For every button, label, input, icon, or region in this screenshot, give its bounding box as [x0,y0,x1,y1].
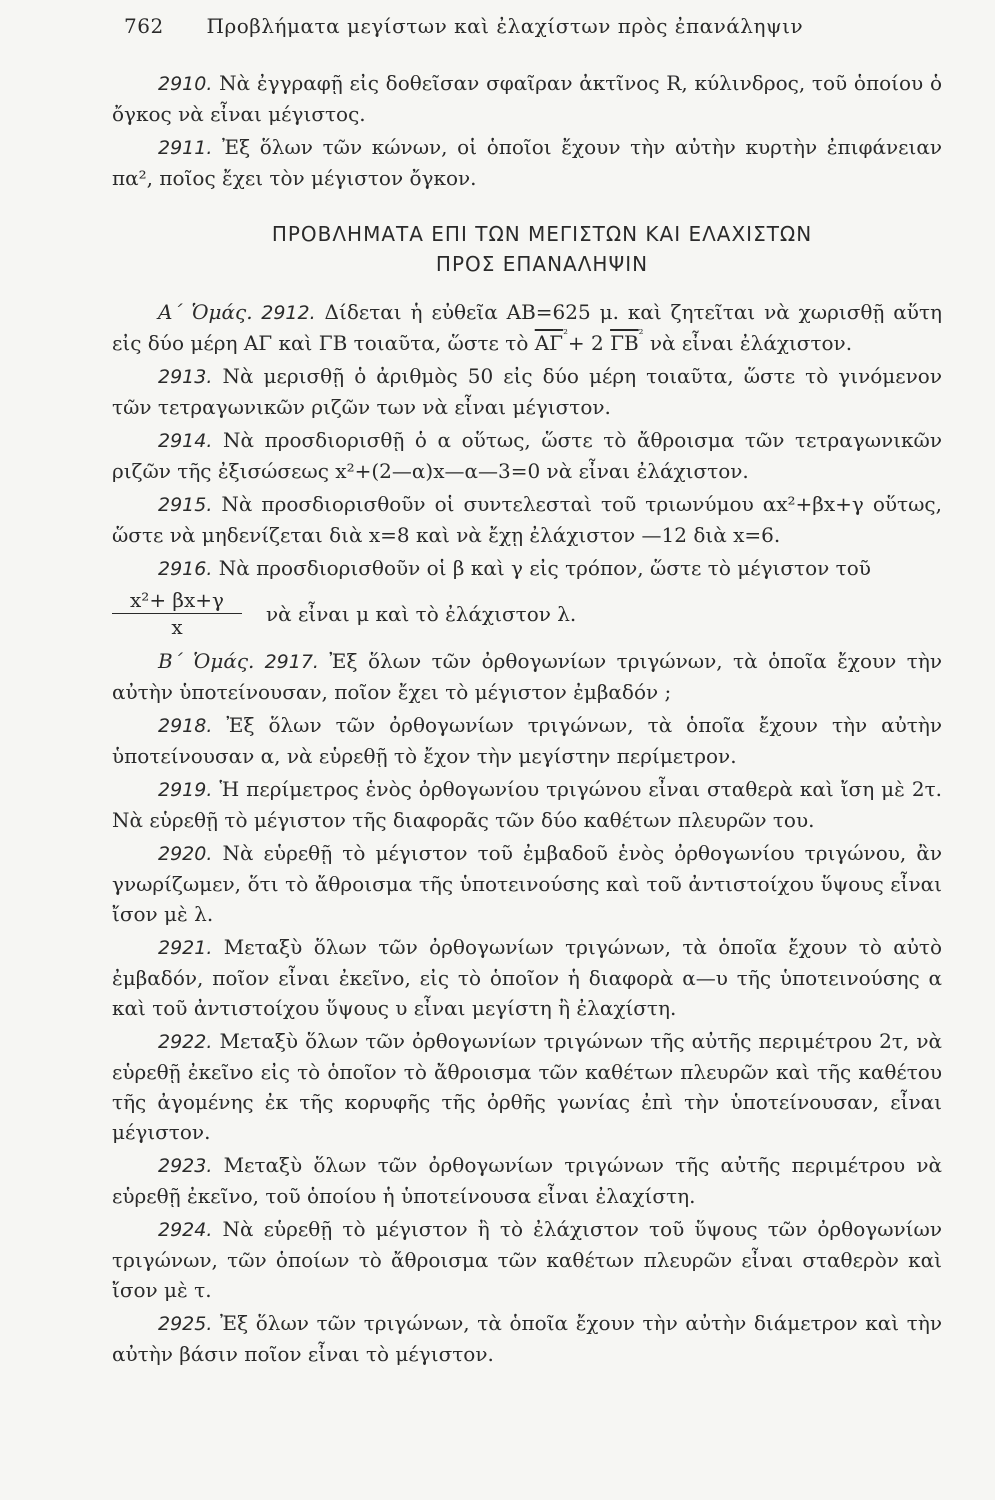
problem-2918 [112,710,942,771]
problem-number: 2917. [254,651,319,673]
problem-number: 2925. [158,1313,213,1335]
superscript: ² [563,327,568,341]
group-label: Β΄ Ὁμάς. [158,649,255,673]
problem-2922 [112,1026,942,1147]
section-heading-line1: ΠΡΟΒΛΗΜΑΤΑ ΕΠΙ ΤΩΝ ΜΕΓΙΣΤΩΝ ΚΑΙ ΕΛΑΧΙΣΤΩΝ [271,222,813,246]
problem-text: Νὰ προσδιορισθοῦν οἱ συντελεσταὶ τοῦ τριωνύμου αx²+βx+γ οὕτως, ὥστε νὰ μηδενίζεται διὰ x=8 καὶ νὰ ἔχῃ ἐλάχιστον —12 διὰ x=6. [112,492,942,547]
fraction [112,587,242,640]
problem-2925 [112,1308,942,1369]
problem-2913 [112,361,942,422]
page-body [112,68,942,1372]
running-title: Προβλήματα μεγίστων καὶ ἐλαχίστων πρὸς ἐπανάληψιν [206,14,804,38]
problem-number: 2911. [158,137,213,159]
problem-number: 2919. [158,779,213,801]
problem-number: 2923. [158,1155,213,1177]
group-label: Α΄ Ὁμάς. [158,300,253,324]
page-number: 762 [124,14,164,38]
problem-2914 [112,425,942,486]
problem-2916 [112,553,942,584]
problem-text: Μεταξὺ ὅλων τῶν ὀρθογωνίων τριγώνων, τὰ ὁποῖα ἔχουν τὸ αὐτὸ ἐμβαδόν, ποῖον εἶναι ἐκεῖνο, εἰς τὸ ὁποῖον ἡ διαφορὰ α—υ τῆς ὑποτεινούσης α καὶ τοῦ ἀντιστοίχου ὕψους υ εἶναι μεγίστη ἢ ἐλαχίστη. [112,935,942,1020]
fraction-numerator: x²+ βx+γ [112,587,242,614]
segment-ag: $\overline{A\Gamma}$ [534,331,564,355]
problem-2915 [112,489,942,550]
problem-number: 2920. [158,843,213,865]
problem-number: 2924. [158,1219,213,1241]
problem-2920 [112,838,942,929]
problem-text-end: νὰ εἶναι ἐλάχιστον. [643,331,853,355]
section-heading [142,219,942,279]
problem-2912 [112,297,942,358]
fraction-denominator: x [171,615,183,639]
problem-number: 2913. [158,366,213,388]
problem-text: Ἐξ ὅλων τῶν κώνων, οἱ ὁποῖοι ἔχουν τὴν αὐτὴν κυρτὴν ἐπιφάνειαν πα², ποῖος ἔχει τὸν μέγιστον ὄγκον. [112,135,942,190]
problem-number: 2916. [158,558,213,580]
problem-number: 2914. [158,430,213,452]
problem-2910 [112,68,942,129]
problem-number: 2915. [158,494,213,516]
problem-number: 2922. [158,1031,213,1053]
segment-gb: $\overline{\Gamma B}$ [610,331,639,355]
problem-text: Μεταξὺ ὅλων τῶν ὀρθογωνίων τριγώνων τῆς αὐτῆς περιμέτρου 2τ, νὰ εὑρεθῇ ἐκεῖνο εἰς τὸ ὁποῖον τὸ ἄθροισμα τῶν καθέτων πλευρῶν καὶ τῆς καθέτου τῆς ἀγομένης ἐκ τῆς κορυφῆς τῆς ὀρθῆς γωνίας ἐπὶ τὴν ὑποτείνουσαν, εἶναι μέγιστον. [112,1029,942,1144]
problem-2919 [112,774,942,835]
problem-2924 [112,1214,942,1305]
problem-2921 [112,932,942,1023]
problem-text: Νὰ ἐγγραφῇ εἰς δοθεῖσαν σφαῖραν ἀκτῖνος R, κύλινδρος, τοῦ ὁποίου ὁ ὄγκος νὰ εἶναι μέγιστος. [112,71,942,126]
problem-text: Νὰ προσδιορισθῇ ὁ α οὕτως, ὥστε τὸ ἄθροισμα τῶν τετραγωνικῶν ριζῶν τῆς ἐξισώσεως x²+(2—α)x—α—3=0 νὰ εἶναι ἐλάχιστον. [112,428,942,483]
problem-number: 2912. [252,302,316,324]
problem-2917 [112,646,942,707]
problem-text: Νὰ μερισθῇ ὁ ἀριθμὸς 50 εἰς δύο μέρη τοιαῦτα, ὥστε τὸ γινόμενον τῶν τετραγωνικῶν ριζῶν των νὰ εἶναι μέγιστον. [112,364,942,419]
section-heading-line2: ΠΡΟΣ ΕΠΑΝΑΛΗΨΙΝ [435,252,649,276]
fraction-line [112,587,942,640]
problem-text: Ἡ περίμετρος ἑνὸς ὀρθογωνίου τριγώνου εἶναι σταθερὰ καὶ ἴση μὲ 2τ. Νὰ εὑρεθῇ τὸ μέγιστον τῆς διαφορᾶς τῶν δύο καθέτων πλευρῶν του. [112,777,942,832]
problem-text-end: νὰ εἶναι μ καὶ τὸ ἐλάχιστον λ. [266,601,577,626]
problem-text: Δίδεται ἡ εὐθεῖα ΑΒ=625 μ. καὶ ζητεῖται νὰ χωρισθῇ αὕτη εἰς δύο μέρη ΑΓ καὶ ΓΒ τοιαῦτα, ὥστε τὸ [112,300,943,355]
problem-text: Ἐξ ὅλων τῶν ὀρθογωνίων τριγώνων, τὰ ὁποῖα ἔχουν τὴν αὐτὴν ὑποτείνουσαν, ποῖον ἔχει τὸ μέγιστον ἐμβαδόν ; [112,649,942,704]
problem-text: Μεταξὺ ὅλων τῶν ὀρθογωνίων τριγώνων τῆς αὐτῆς περιμέτρου νὰ εὑρεθῇ ἐκεῖνο, τοῦ ὁποίου ἡ ὑποτείνουσα εἶναι ἐλαχίστη. [112,1153,942,1208]
problem-number: 2918. [158,715,213,737]
superscript: ² [638,327,644,341]
problem-2911 [112,132,942,193]
problem-2923 [112,1150,942,1211]
problem-text: Ἐξ ὅλων τῶν ὀρθογωνίων τριγώνων, τὰ ὁποῖα ἔχουν τὴν αὐτὴν ὑποτείνουσαν α, νὰ εὑρεθῇ τὸ ἔχον τὴν μεγίστην περίμετρον. [112,713,942,768]
problem-number: 2910. [158,73,213,95]
plus-two: + 2 [567,331,611,355]
problem-text: Νὰ προσδιορισθοῦν οἱ β καὶ γ εἰς τρόπον, ὥστε τὸ μέγιστον τοῦ [212,556,871,580]
page-header [124,14,884,38]
problem-text: Ἐξ ὅλων τῶν τριγώνων, τὰ ὁποῖα ἔχουν τὴν αὐτὴν διάμετρον καὶ τὴν αὐτὴν βάσιν ποῖον εἶναι τὸ μέγιστον. [112,1311,942,1366]
problem-text: Νὰ εὑρεθῇ τὸ μέγιστον τοῦ ἐμβαδοῦ ἑνὸς ὀρθογωνίου τριγώνου, ἂν γνωρίζωμεν, ὅτι τὸ ἄθροισμα τῆς ὑποτεινούσης καὶ τοῦ ἀντιστοίχου ὕψους εἶναι ἴσον μὲ λ. [112,841,942,926]
problem-number: 2921. [158,937,213,959]
problem-text: Νὰ εὑρεθῇ τὸ μέγιστον ἢ τὸ ἐλάχιστον τοῦ ὕψους τῶν ὀρθογωνίων τριγώνων, τῶν ὁποίων τὸ ἄθροισμα τῶν καθέτων πλευρῶν εἶναι σταθερὸν καὶ ἴσον μὲ τ. [112,1217,942,1302]
